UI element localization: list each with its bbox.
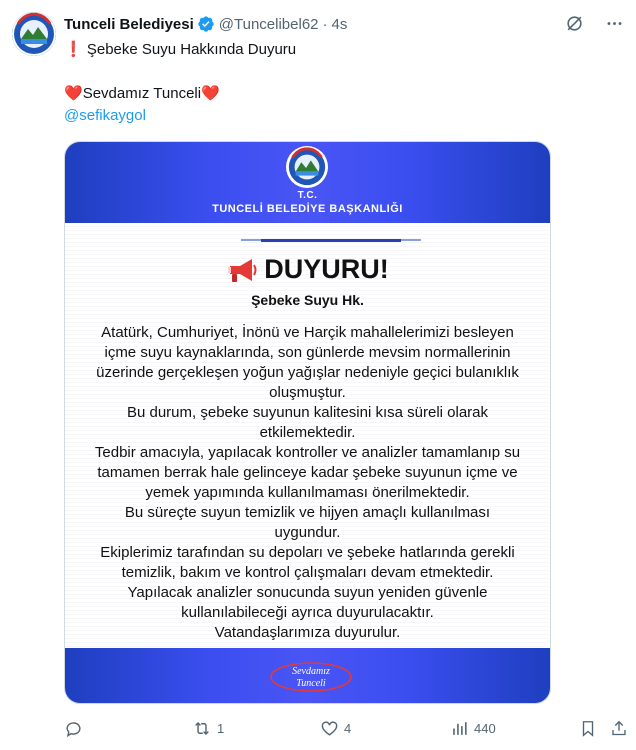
- municipality-logo-icon: [12, 12, 56, 56]
- body-line: uygundur.: [274, 524, 341, 541]
- views-icon: [450, 719, 469, 738]
- body-line: temizlik, bakım ve kontrol çalışmaları devam etmektedir.: [121, 564, 494, 581]
- announcement-subtitle: Şebeke Suyu Hk.: [251, 292, 364, 308]
- megaphone-icon: [226, 256, 258, 284]
- body-line: Vatandaşlarımıza duyurulur.: [214, 624, 401, 641]
- body-line: üzerinde gerçekleşen yoğun yağışlar nedeniyle geçici bulanıklık: [96, 364, 519, 381]
- sevdamiz-tunceli-signature-logo: [268, 660, 354, 694]
- like-count: 4: [344, 720, 352, 736]
- retweet-button[interactable]: [192, 719, 224, 738]
- announcement-heading: DUYURU!: [264, 254, 389, 284]
- retweet-count: 1: [217, 720, 225, 736]
- bookmark-button[interactable]: [579, 719, 597, 738]
- body-line: Ekiplerimiz tarafından su depoları ve şebeke hatlarında gerekli: [100, 544, 515, 561]
- body-line: Tedbir amacıyla, yapılacak kontroller ve analizler tamamlanıp su: [94, 444, 521, 461]
- heading-row: [65, 254, 550, 285]
- svg-text:Tunceli: Tunceli: [296, 678, 326, 689]
- body-line: oluşmuştur.: [269, 384, 346, 401]
- bookmark-icon: [579, 719, 597, 738]
- separator-dot: ·: [322, 15, 328, 33]
- body-line: tamamen berrak hale gelinceye kadar şebeke suyunun içme ve: [97, 464, 518, 481]
- tweet-image[interactable]: [64, 141, 551, 704]
- body-line: içme suyu kaynaklarında, son günlerde mevsim normallerinin: [104, 344, 511, 361]
- grok-icon[interactable]: [564, 13, 584, 33]
- tweet-text-line-2: [64, 84, 220, 104]
- views-button[interactable]: [450, 719, 496, 738]
- body-line: yemek yapımında kullanılmaması önerilmektedir.: [145, 484, 470, 501]
- tweet-text-line-1: [64, 40, 296, 60]
- action-bar: [64, 716, 624, 740]
- tweet-time[interactable]: 4s: [331, 15, 348, 33]
- heart-icon: ❤️: [64, 85, 83, 102]
- tweet-header: [64, 13, 624, 35]
- body-line: kullanılabileceği ayrıca duyurulacaktır.: [181, 604, 434, 621]
- municipality-logo-icon: [286, 146, 328, 188]
- exclamation-icon: ❗: [64, 41, 83, 58]
- announcement-paper: [65, 223, 550, 648]
- heart-icon: ❤️: [201, 85, 220, 102]
- svg-text:Sevdamız: Sevdamız: [292, 666, 330, 677]
- reply-icon: [64, 719, 83, 738]
- more-icon[interactable]: [604, 13, 624, 33]
- like-button[interactable]: [320, 719, 351, 738]
- mention-link[interactable]: @sefikaygol: [64, 107, 146, 124]
- avatar[interactable]: [12, 12, 56, 56]
- tweet-slogan: Sevdamız Tunceli: [82, 85, 202, 102]
- share-icon: [610, 719, 628, 738]
- body-line: Bu durum, şebeke suyunun kalitesini kısa süreli olarak: [126, 404, 489, 421]
- image-footer-banner: [65, 648, 550, 703]
- tweet-title: Şebeke Suyu Hakkında Duyuru: [86, 41, 297, 58]
- author-handle[interactable]: @Tuncelibel62: [218, 15, 319, 33]
- divider-accent: [261, 239, 401, 242]
- body-line: Atatürk, Cumhuriyet, İnönü ve Harçik mahallelerimizi besleyen: [101, 324, 514, 341]
- tc-label: T.C.: [297, 190, 318, 201]
- verified-badge-icon: [197, 15, 215, 33]
- image-header-banner: [65, 142, 550, 223]
- retweet-icon: [192, 719, 212, 738]
- body-line: Yapılacak analizler sonucunda suyun yeniden güvenle: [127, 584, 488, 601]
- announcement-body: [65, 323, 550, 643]
- reply-button[interactable]: [64, 719, 88, 738]
- org-label: TUNCELİ BELEDİYE BAŞKANLIĞI: [212, 203, 403, 215]
- body-line: etkilemektedir.: [259, 424, 356, 441]
- body-line: Bu süreçte suyun temizlik ve hijyen amaçlı kullanılması: [124, 504, 491, 521]
- views-count: 440: [474, 720, 496, 736]
- like-icon: [320, 719, 339, 738]
- share-button[interactable]: [610, 719, 628, 738]
- author-name[interactable]: Tunceli Belediyesi: [64, 15, 194, 33]
